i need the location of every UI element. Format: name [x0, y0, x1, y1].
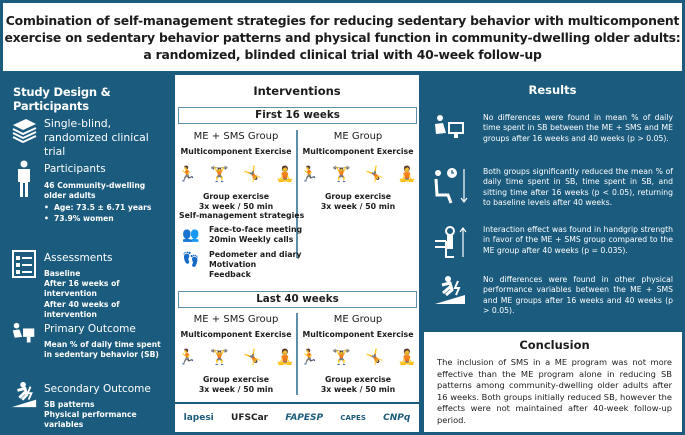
group-sub: Multicomponent Exercise	[180, 147, 292, 156]
results-heading: Results	[528, 83, 577, 97]
group-ex-type: Group exercise	[324, 375, 392, 384]
sms-line: Motivation	[209, 260, 257, 269]
phase2-me-group	[299, 313, 417, 395]
phase1-me-group	[299, 130, 417, 212]
weights-icon: 🏋	[332, 165, 351, 183]
logo-fapesp: FAPESP	[285, 413, 324, 423]
result-text-3: Interaction effect was found in handgrip strength in favor of the ME + SMS group compared to the ME group after 40 weeks (p = 0.035).	[483, 225, 673, 255]
group-name: ME + SMS Group	[193, 314, 279, 325]
sms-line: Pedometer and diary	[209, 250, 302, 259]
stretching-icon: 🧘	[275, 348, 295, 366]
results-panel	[420, 75, 685, 330]
primary-title: Primary Outcome	[44, 323, 136, 335]
weights-icon: 🏋	[210, 165, 229, 183]
phase-first-16-weeks: First 16 weeks	[178, 107, 417, 124]
group-ex-freq: 3x week / 50 min	[198, 202, 274, 211]
group-ex-type: Group exercise	[202, 375, 270, 384]
secondary-sb: SB patterns	[44, 400, 95, 409]
participants-desc: 46 Community-dwelling older adults	[44, 181, 146, 201]
title-banner	[3, 3, 682, 71]
weights-icon: 🏋	[332, 348, 351, 366]
participants-title: Participants	[44, 163, 106, 175]
interventions-heading: Interventions	[253, 84, 341, 98]
running-icon: 🏃	[299, 348, 319, 366]
logo-ufscar: UFSCar	[231, 413, 269, 423]
title-line-1: Combination of self-management strategies for reducing sedentary behavior with multicomponent	[5, 13, 680, 28]
balance-icon: 🤸	[365, 348, 384, 366]
logo-cnpq: CNPq	[383, 413, 411, 423]
checklist-icon	[10, 249, 38, 279]
group-sub: Multicomponent Exercise	[302, 147, 414, 156]
design-text: Single-blind, randomized clinical trial	[44, 117, 149, 158]
sitting-at-computer-icon	[10, 320, 38, 350]
running-uphill-icon	[432, 275, 468, 305]
participants-women: • 73.9% women	[44, 214, 166, 224]
logo-capes: CAPES	[340, 414, 366, 422]
phase2-me-sms-group	[177, 313, 295, 395]
group-name: ME Group	[333, 131, 383, 142]
sms-line: Face-to-face meeting	[209, 225, 303, 234]
group-sub: Multicomponent Exercise	[302, 330, 414, 339]
group-sub: Multicomponent Exercise	[180, 330, 292, 339]
conclusion-heading: Conclusion	[519, 338, 590, 352]
meeting-people-icon: 👥	[182, 227, 200, 243]
group-ex-freq: 3x week / 50 min	[320, 202, 396, 211]
running-icon: 🏃	[177, 165, 197, 183]
sms-title: Self-management strategies	[179, 211, 305, 220]
study-design-panel	[0, 75, 168, 435]
balance-icon: 🤸	[243, 348, 262, 366]
interventions-panel	[175, 75, 419, 402]
result-text-2: Both groups significantly reduced the mean % of daily time spent in SB, time spent in SB, and sitting time after 16 weeks (p < 0.05), returning to baseline levels after 40 weeks.	[483, 167, 673, 208]
group-ex-freq: 3x week / 50 min	[198, 385, 274, 394]
assessments-title: Assessments	[44, 252, 113, 264]
primary-desc: Mean % of daily time spent in sedentary behavior (SB)	[44, 340, 161, 360]
secondary-physical: Physical performance variables	[44, 410, 137, 430]
conclusion-text: The inclusion of SMS in a ME program was not more effective than the ME program alone in reducing SB patterns among community-dwelling older adults after 16 weeks. Both groups initially reduced SB, however the effects were not maintained after 40-week follow-up period.	[437, 357, 672, 425]
funding-logos	[175, 402, 419, 432]
person-icon	[10, 160, 38, 198]
result-text-1: No differences were found in mean % of daily time spent in SB between the ME + SMS and ME groups after 16 weeks and 40 weeks (p > 0.05).	[483, 113, 673, 143]
group-divider	[296, 313, 298, 395]
result-text-4: No differences were found in other physical performance variables between the ME + SMS and ME groups after 16 weeks and 40 weeks (p > 0.05).	[483, 275, 673, 316]
sms-pedometer	[179, 250, 301, 280]
stretching-icon: 🧘	[397, 348, 417, 366]
title-line-3: a randomized, blinded clinical trial with 40-week follow-up	[143, 47, 542, 62]
sms-line: Feedback	[209, 270, 251, 279]
sms-line: 20min Weekly calls	[209, 235, 294, 244]
title-line-2: exercise on sedentary behavior patterns and physical function in community-dwelling older adults:	[4, 30, 681, 45]
study-heading: Study Design & Participants	[13, 85, 111, 113]
assessment-16w: After 16 weeks of intervention	[44, 279, 120, 299]
pedometer-diary-icon: 👣	[182, 252, 200, 268]
group-ex-freq: 3x week / 50 min	[320, 385, 396, 394]
group-name: ME Group	[333, 314, 383, 325]
stacked-papers-icon	[10, 115, 38, 145]
handgrip-up-icon	[432, 225, 468, 261]
sms-meeting	[179, 225, 302, 247]
group-ex-type: Group exercise	[324, 192, 392, 201]
assessment-baseline: Baseline	[44, 269, 81, 278]
running-icon: 🏃	[299, 165, 319, 183]
phase-last-40-weeks: Last 40 weeks	[178, 291, 417, 308]
balance-icon: 🤸	[365, 165, 384, 183]
participants-age: • Age: 73.5 ± 6.71 years	[44, 203, 166, 213]
sitting-clock-down-icon	[432, 167, 468, 205]
group-ex-type: Group exercise	[202, 192, 270, 201]
stretching-icon: 🧘	[275, 165, 295, 183]
assessment-40w: After 40 weeks of intervention	[44, 299, 120, 319]
group-name: ME + SMS Group	[193, 131, 279, 142]
running-icon: 🏃	[177, 348, 197, 366]
conclusion-panel	[424, 332, 682, 432]
phase1-me-sms-group	[177, 130, 295, 212]
sitting-computer-icon	[432, 113, 468, 143]
logo-lapesi: lapesi	[183, 413, 214, 423]
stretching-icon: 🧘	[397, 165, 417, 183]
secondary-title: Secondary Outcome	[44, 383, 151, 395]
weights-icon: 🏋	[210, 348, 229, 366]
running-uphill-icon	[10, 380, 38, 410]
balance-icon: 🤸	[243, 165, 262, 183]
